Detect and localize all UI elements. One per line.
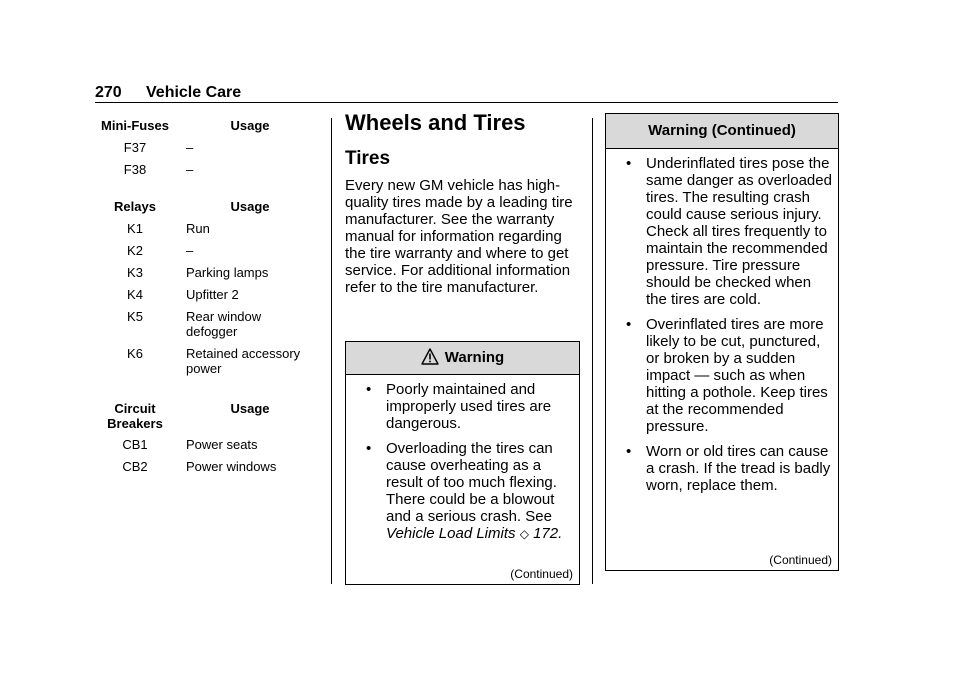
list-item [606,155,838,308]
bullet-text: Poorly maintained and improperly used tires are dangerous. [386,381,552,432]
table-row [95,243,315,258]
table-header [95,199,315,219]
table-header [95,118,315,138]
section-title: Vehicle Care [146,84,242,101]
bullet: • [626,316,632,333]
relay-id: K2 [127,243,143,258]
warning-header: Warning (Continued) [606,114,838,149]
list-item [346,440,579,543]
warning-continued-box [605,113,839,571]
relay-id: K5 [127,309,143,324]
relay-id: K1 [127,221,143,236]
warning-triangle-icon [421,345,439,377]
column-header: Usage [230,118,270,133]
column-header: Relays [114,199,156,214]
bullet: • [366,440,372,457]
table-header [95,401,315,433]
breaker-id: CB2 [122,459,148,474]
bullet-text: Underinflated tires pose the same danger as overloaded tires. The resulting crash could cause serious injury. Check all tires frequently to maintain the recommended pressure. Tire pressure should be checked when the tires are cold. [646,155,832,308]
fuse-usage: – [186,140,194,155]
table-row [95,140,315,155]
bullet-text: Overinflated tires are more likely to be cut, punctured, or broken by a sudden impact — such as when hitting a pothole. Keep tires at the recommended pressure. [646,316,828,435]
breaker-usage: Power seats [186,437,258,452]
bullet: • [626,155,632,172]
page-header [95,82,838,103]
fuse-id: F38 [123,162,147,177]
list-item [606,443,838,494]
table-row [95,437,315,452]
bullet: • [626,443,632,460]
relay-id: K6 [127,346,143,361]
relay-usage: Parking lamps [186,265,269,280]
subheading: Tires [345,148,391,169]
bullet-text: Overloading the tires can cause overheating as a result of too much flexing. There could be a blowout and a serious crash. See [386,440,557,525]
mini-fuses-table [95,118,315,177]
warning-header [346,342,579,375]
list-item [346,381,579,432]
column-header: Circuit Breakers [107,401,163,431]
continued-label: (Continued) [769,553,832,567]
table-row [95,265,315,280]
continued-label: (Continued) [510,567,573,581]
relay-usage: Rear window defogger [186,309,262,339]
relay-id: K4 [127,287,143,302]
table-row [95,459,315,474]
warning-title: Warning [444,349,505,366]
relay-usage: – [186,243,194,258]
bullet-text: Worn or old tires can cause a crash. If the tread is badly worn, replace them. [646,443,831,494]
warning-box [345,341,580,585]
table-row [95,346,315,376]
table-row [95,221,315,236]
column-header: Usage [230,199,270,214]
relay-usage: Run [186,221,210,236]
relays-table [95,199,315,376]
table-row [95,162,315,177]
breaker-usage: Power windows [186,459,277,474]
bullet: • [366,381,372,398]
breaker-id: CB1 [122,437,148,452]
column-divider [592,118,593,584]
relay-id: K3 [127,265,143,280]
fuse-id: F37 [123,140,147,155]
column-header: Usage [230,401,270,416]
page-number: 270 [95,84,122,101]
main-heading: Wheels and Tires [345,110,526,135]
relay-usage: Retained accessory power [186,346,301,376]
column-header: Mini-Fuses [101,118,169,133]
reference-page: 172. [533,525,563,542]
table-row [95,287,315,302]
reference-icon: ◇ [519,527,529,541]
fuse-usage: – [186,162,194,177]
list-item [606,316,838,435]
circuit-breakers-table [95,401,315,474]
table-row [95,309,315,339]
intro-paragraph: Every new GM vehicle has high-quality tires made by a leading tire manufacturer. See the warranty manual for information regarding the tire warranty and where to get service. For additional information refer to the tire manufacturer. [345,177,573,296]
cross-reference-link[interactable]: Vehicle Load Limits [386,525,516,542]
column-divider [331,118,332,584]
relay-usage: Upfitter 2 [186,287,239,302]
